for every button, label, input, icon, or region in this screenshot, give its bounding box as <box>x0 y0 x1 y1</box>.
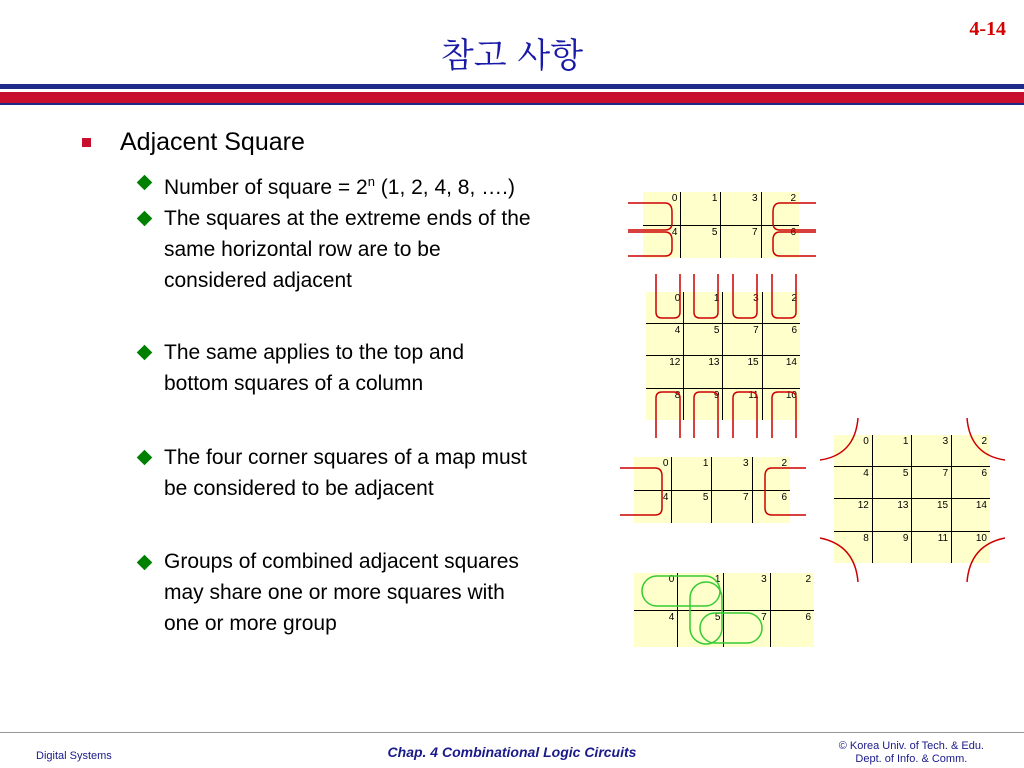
kmap-cell: 1 <box>872 435 912 466</box>
bullet-corner-adjacent: The four corner squares of a map must be considered to be adjacent <box>164 446 527 500</box>
bullet-main: Adjacent Square <box>120 128 305 156</box>
page-title: 참고 사항 <box>440 36 584 76</box>
kmap-cell: 11 <box>723 389 762 420</box>
kmap-cell: 2 <box>762 292 800 323</box>
kmap-cell: 3 <box>712 457 752 490</box>
kmap-cell: 5 <box>684 323 723 356</box>
footer-course: Digital Systems <box>36 750 112 762</box>
kmap-cell: 3 <box>721 192 761 225</box>
kmap-cell: 7 <box>723 323 762 356</box>
kmap-cell: 14 <box>762 356 800 389</box>
kmap-4x4-column-adjacency <box>646 292 800 420</box>
square-bullet-icon <box>82 138 91 147</box>
kmap-cell: 12 <box>646 356 684 389</box>
kmap-cell: 13 <box>684 356 723 389</box>
kmap-cell: 2 <box>952 435 990 466</box>
footer-copyright: © Korea Univ. of Tech. & Edu. Dept. of Info. & Comm. <box>838 740 984 765</box>
kmap-4x4-corner-adjacency <box>834 435 990 563</box>
kmap-cell: 15 <box>723 356 762 389</box>
header-divider-bottom <box>0 103 1024 105</box>
kmap-cell: 7 <box>724 610 770 647</box>
kmap-cell: 15 <box>912 499 952 532</box>
diamond-bullet-icon <box>137 345 153 361</box>
footer-chapter: Chap. 4 Combinational Logic Circuits <box>387 744 637 760</box>
bullet-number-of-square: Number of square = $2^n$ (1, 2, 4, 8, ….) <box>164 174 515 199</box>
kmap-cell: 1 <box>684 292 723 323</box>
kmap-cell: 0 <box>634 457 672 490</box>
kmap-cell: 2 <box>752 457 790 490</box>
kmap-cell: 1 <box>681 192 721 225</box>
kmap-cell: 6 <box>761 225 799 258</box>
diamond-bullet-icon <box>137 450 153 466</box>
diamond-bullet-icon <box>137 555 153 571</box>
header-divider-red <box>0 92 1024 103</box>
kmap-cell: 0 <box>634 573 678 610</box>
footer-divider <box>0 732 1024 733</box>
kmap-cell: 7 <box>712 490 752 523</box>
kmap-cell: 5 <box>681 225 721 258</box>
kmap-cell: 9 <box>872 532 912 563</box>
kmap-cell: 6 <box>952 466 990 499</box>
kmap-cell: 3 <box>724 573 770 610</box>
header-divider-top <box>0 84 1024 89</box>
kmap-cell: 4 <box>643 225 681 258</box>
kmap-cell: 0 <box>646 292 684 323</box>
diamond-bullet-icon <box>137 175 153 191</box>
kmap-2x4-corner-pairs <box>634 457 790 523</box>
kmap-2x4-shared-groups <box>634 573 814 647</box>
kmap-cell: 6 <box>770 610 814 647</box>
kmap-cell: 6 <box>762 323 800 356</box>
kmap-cell: 5 <box>678 610 724 647</box>
kmap-cell: 3 <box>912 435 952 466</box>
bullet-vertical-adjacent: The same applies to the top and bottom squares of a column <box>164 341 465 395</box>
kmap-cell: 4 <box>634 490 672 523</box>
kmap-cell: 12 <box>834 499 872 532</box>
kmap-cell: 10 <box>952 532 990 563</box>
diamond-bullet-icon <box>137 211 153 227</box>
kmap-cell: 6 <box>752 490 790 523</box>
kmap-cell: 11 <box>912 532 952 563</box>
kmap-cell: 3 <box>723 292 762 323</box>
kmap-cell: 0 <box>834 435 872 466</box>
kmap-cell: 4 <box>634 610 678 647</box>
kmap-cell: 14 <box>952 499 990 532</box>
kmap-cell: 10 <box>762 389 800 420</box>
kmap-cell: 2 <box>770 573 814 610</box>
kmap-cell: 13 <box>872 499 912 532</box>
kmap-2x4-row-adjacency <box>643 192 799 258</box>
kmap-cell: 1 <box>678 573 724 610</box>
kmap-cell: 7 <box>721 225 761 258</box>
kmap-cell: 4 <box>834 466 872 499</box>
kmap-cell: 9 <box>684 389 723 420</box>
kmap-cell: 8 <box>834 532 872 563</box>
kmap-cell: 8 <box>646 389 684 420</box>
kmap-cell: 0 <box>643 192 681 225</box>
kmap-cell: 4 <box>646 323 684 356</box>
kmap-cell: 5 <box>872 466 912 499</box>
kmap-cell: 1 <box>672 457 712 490</box>
bullet-horizontal-adjacent: The squares at the extreme ends of the same horizontal row are to be considered adjacent <box>164 207 531 292</box>
page-number: 4-14 <box>969 18 1006 40</box>
bullet-shared-groups: Groups of combined adjacent squares may share one or more squares with one or more group <box>164 550 519 635</box>
kmap-cell: 7 <box>912 466 952 499</box>
kmap-cell: 5 <box>672 490 712 523</box>
kmap-cell: 2 <box>761 192 799 225</box>
